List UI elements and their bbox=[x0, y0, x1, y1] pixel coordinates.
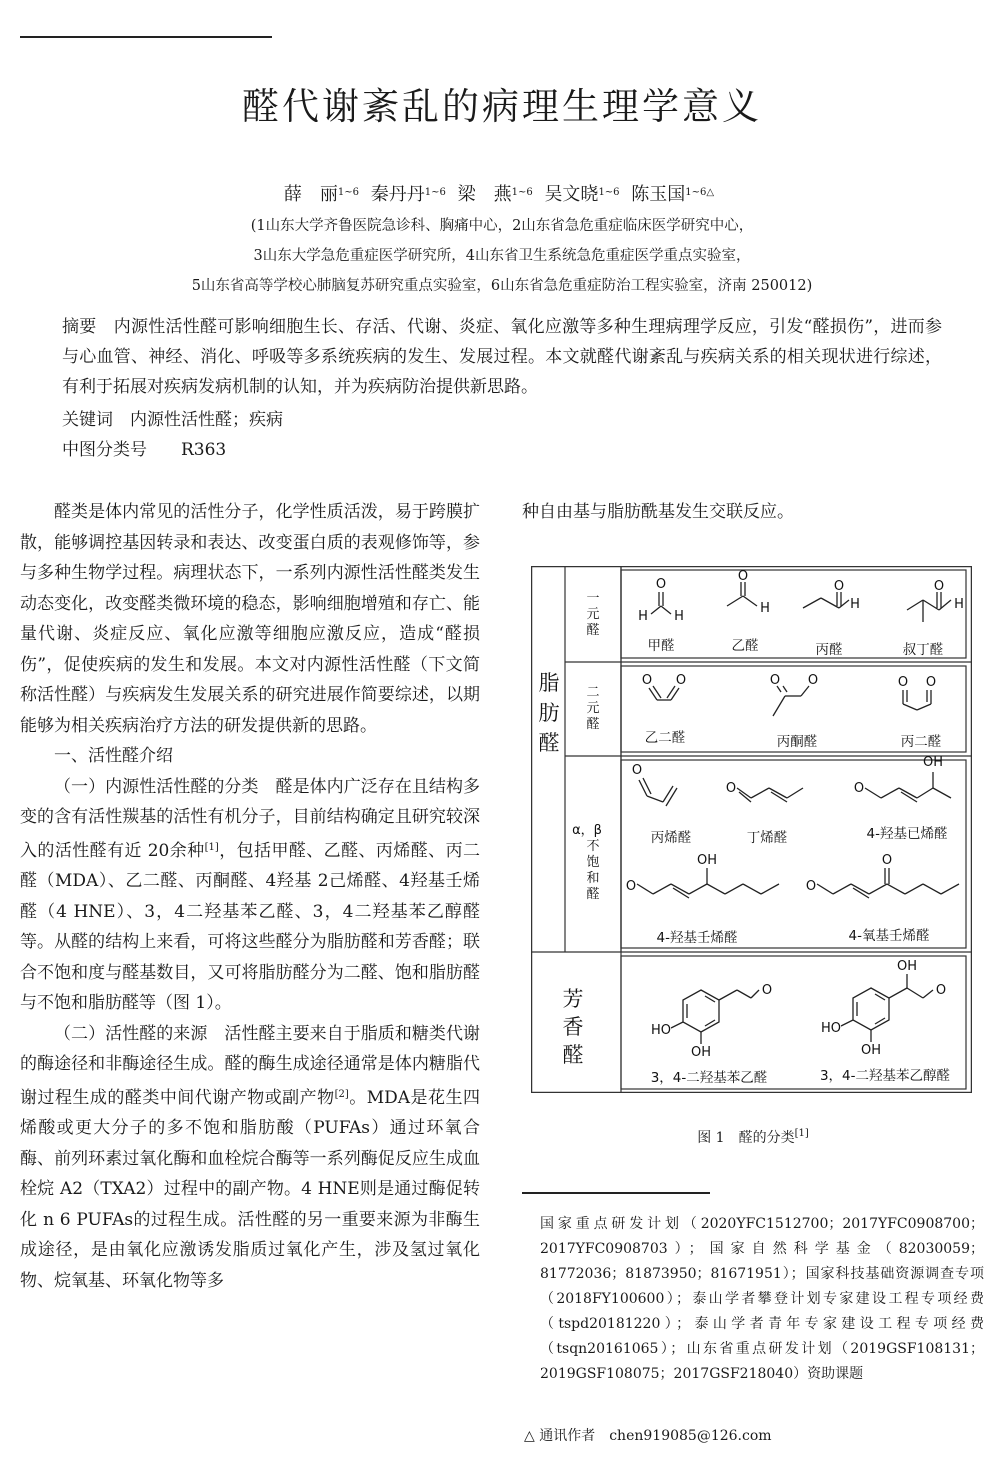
email-link[interactable]: chen919085@126.com bbox=[609, 1428, 772, 1444]
article-title: 醛代谢紊乱的病理生理学意义 bbox=[242, 85, 762, 128]
author: 陈玉国 bbox=[631, 184, 686, 205]
compound-label: 4-羟基壬烯醛 bbox=[656, 930, 738, 946]
paragraph: 种自由基与脂肪酰基发生交联反应。 bbox=[522, 502, 794, 522]
compound-label: 乙二醛 bbox=[644, 730, 686, 746]
funding-footnote: 国家重点研发计划（2020YFC1512700；2017YFC0908700；2017YFC0908703）；国家自然科学基金（82030059；81772036；81873950；81671951）；国家科技基础资源调查专项（2018FY100600）；泰山学者攀登计划专家建设工程专项经费（tspd20181220）；泰山学者青年专家建设工程专项经费（tsqn20161065）；山东省重点研发计划（2019GSF108131；2019GSF108075；2017GSF218040）资助课题 bbox=[540, 1216, 984, 1382]
affiliation-line: 3山东大学急危重症医学研究所，4山东省卫生系统急危重症医学重点实验室， bbox=[253, 248, 751, 264]
sub-label-unsat-3: 和 bbox=[586, 871, 600, 886]
keywords-text: 内源性活性醛；疾病 bbox=[130, 410, 283, 430]
sub-label-di-3: 醛 bbox=[586, 717, 600, 732]
affiliation-line: (1山东大学齐鲁医院急诊科、胸痛中心，2山东省急危重症临床医学研究中心， bbox=[250, 218, 754, 234]
compound-label: 3，4-二羟基苯乙醛 bbox=[650, 1070, 768, 1086]
compound-label: 丁烯醛 bbox=[746, 830, 788, 846]
svg-text:H: H bbox=[674, 609, 684, 624]
citation: [1] bbox=[204, 841, 219, 853]
sub-label-mono-3: 醛 bbox=[586, 623, 600, 638]
svg-text:OH: OH bbox=[696, 853, 718, 868]
abstract bbox=[62, 312, 942, 402]
svg-text:O: O bbox=[853, 781, 865, 796]
sub-label-unsat-prefix: α，β bbox=[572, 823, 602, 838]
svg-text:O: O bbox=[935, 983, 947, 998]
svg-text:O: O bbox=[655, 577, 667, 592]
author-list: 薛 丽$^{1\sim 6}$ 秦丹丹$^{1\sim 6}$ 梁 燕$^{1\sim 6}$ 吴文晓$^{1\sim 6}$ 陈玉国$^{1\sim 6\triangle}$ bbox=[283, 184, 715, 205]
sub-label-di-1: 二 bbox=[586, 685, 600, 700]
figure-caption: 图 1 醛的分类[1] bbox=[697, 1128, 809, 1146]
affiliation-line: 5山东省高等学校心肺脑复苏研究重点实验室，6山东省急危重症防治工程实验室，济南 250012) bbox=[191, 278, 813, 294]
left-column bbox=[20, 497, 480, 1296]
svg-text:O: O bbox=[805, 879, 817, 894]
svg-text:O: O bbox=[897, 675, 909, 690]
paragraph: （二）活性醛的来源 活性醛主要来自于脂质和糖类代谢的酶途径和非酶途径生成。醛的酶生成途径通常是体内糖脂代谢过程生成的醛类中间代谢产物或副产物[2]。MDA是花生四烯酸或更大分子的多不饱和脂肪酸（PUFAs）通过环氧合酶、前列环素过氧化酶和血栓烷合酶等一系列酶促反应生成血栓烷 A2（TXA2）过程中的副产物。4 HNE则是通过酶促转化 n 6 PUFAs的过程生成。活性醛的另一重要来源为非酶生成途径，是由氧化应激诱发脂质过氧化产生，涉及氢过氧化物、烷氧基、环氧化物等多 bbox=[20, 1023, 480, 1291]
svg-text:H: H bbox=[760, 601, 770, 616]
compound-label: 丙烯醛 bbox=[650, 830, 692, 846]
compound-label: 4-羟基已烯醛 bbox=[866, 826, 948, 842]
citation: [1] bbox=[794, 1128, 809, 1139]
svg-text:O: O bbox=[641, 673, 653, 688]
sub-label-unsat-2: 饱 bbox=[586, 855, 600, 870]
group-label-aliphatic-3: 醛 bbox=[538, 731, 560, 755]
svg-text:OH: OH bbox=[896, 959, 918, 974]
sub-label-di-2: 元 bbox=[586, 701, 600, 716]
citation: [2] bbox=[334, 1088, 349, 1100]
compound-label: 3，4-二羟基苯乙醇醛 bbox=[819, 1068, 951, 1084]
group-label-aromatic-1: 芳 bbox=[562, 987, 584, 1011]
classification-code: R363 bbox=[181, 440, 227, 460]
svg-text:O: O bbox=[833, 579, 845, 594]
compound-label: 丙二醛 bbox=[900, 734, 942, 750]
paragraph: 醛类是体内常见的活性分子，化学性质活泼，易于跨膜扩散，能够调控基因转录和表达、改变蛋白质的表观修饰等，参与多种生物学过程。病理状态下，一系列内源性活性醛类发生动态变化，改变醛类微环境的稳态，影响细胞增殖和存亡、能量代谢、炎症反应、氧化应激等细胞应激反应，造成“醛损伤”，促使疾病的发生和发展。本文对内源性活性醛（下文简称活性醛）与疾病发生发展关系的研究进展作简要综述，以期能够为相关疾病治疗方法的研发提供新的思路。 bbox=[20, 502, 480, 736]
author: 秦丹丹 bbox=[370, 184, 425, 205]
svg-text:HO: HO bbox=[820, 1021, 842, 1036]
author: 薛 丽 bbox=[283, 184, 338, 205]
svg-text:OH: OH bbox=[860, 1043, 882, 1058]
svg-text:O: O bbox=[881, 853, 893, 868]
sub-label-unsat-1: 不 bbox=[586, 839, 600, 854]
svg-text:OH: OH bbox=[922, 755, 944, 770]
abstract-text: 内源性活性醛可影响细胞生长、存活、代谢、炎症、氧化应激等多种生理病理学反应，引发“醛损伤”，进而参与心血管、神经、消化、呼吸等多系统疾病的发生、发展过程。本文就醛代谢紊乱与疾病关系的相关现状进行综述，有利于拓展对疾病发病机制的认知，并为疾病防治提供新思路。 bbox=[62, 317, 942, 397]
group-label-aliphatic-2: 肪 bbox=[538, 701, 560, 725]
group-label-aliphatic-1: 脂 bbox=[538, 671, 560, 695]
svg-text:O: O bbox=[625, 879, 637, 894]
sub-label-unsat-4: 醛 bbox=[586, 887, 600, 902]
footnote-rule bbox=[522, 1192, 710, 1194]
svg-text:O: O bbox=[631, 763, 643, 778]
header-rule bbox=[20, 36, 272, 38]
author: 吴文晓 bbox=[544, 184, 599, 205]
svg-text:O: O bbox=[725, 781, 737, 796]
group-label-aromatic-2: 香 bbox=[562, 1015, 584, 1039]
svg-text:O: O bbox=[675, 673, 687, 688]
svg-text:O: O bbox=[761, 983, 773, 998]
compound-label: 叔丁醛 bbox=[902, 642, 944, 658]
paragraph: （一）内源性活性醛的分类 醛是体内广泛存在且结构多变的含有活性羰基的活性有机分子，目前结构确定且研究较深入的活性醛有近 20余种[1]，包括甲醛、乙醛、丙烯醛、丙二醛（MDA）、乙二醛、丙酮醛、4羟基 2己烯醛、4羟基壬烯醛（4 HNE）、3，4二羟基苯乙醛、3，4二羟基苯乙醇醛等。从醛的结构上来看，可将这些醛分为脂肪醛和芳香醛；联合不饱和度与醛基数目，又可将脂肪醛分为二醛、饱和脂肪醛与不饱和脂肪醛等（图 1）。 bbox=[20, 776, 481, 1013]
author: 梁 燕 bbox=[457, 184, 512, 205]
group-label-aromatic-3: 醛 bbox=[562, 1043, 584, 1067]
svg-text:H: H bbox=[850, 597, 860, 612]
corresponding-author: △ 通讯作者 chen919085@126.com bbox=[524, 1428, 772, 1444]
keywords bbox=[62, 405, 283, 430]
svg-text:O: O bbox=[933, 579, 945, 594]
svg-text:O: O bbox=[925, 675, 937, 690]
sub-label-mono-2: 元 bbox=[586, 607, 600, 622]
svg-text:H: H bbox=[954, 597, 964, 612]
compound-label: 甲醛 bbox=[647, 638, 675, 654]
compound-label: 丙酮醛 bbox=[776, 734, 818, 750]
sub-label-mono-1: 一 bbox=[586, 591, 600, 606]
svg-text:O: O bbox=[737, 569, 749, 584]
right-column bbox=[522, 497, 984, 528]
section-heading: 一、活性醛介绍 bbox=[54, 746, 173, 766]
svg-text:O: O bbox=[807, 673, 819, 688]
figure-aldehyde-classification bbox=[531, 566, 972, 1093]
compound-label: 丙醛 bbox=[815, 642, 843, 658]
svg-text:OH: OH bbox=[690, 1045, 712, 1060]
svg-text:HO: HO bbox=[650, 1023, 672, 1038]
svg-text:O: O bbox=[769, 673, 781, 688]
svg-text:H: H bbox=[638, 609, 648, 624]
keywords-label: 关键词 bbox=[62, 410, 113, 430]
compound-label: 乙醛 bbox=[731, 638, 759, 654]
classification bbox=[62, 435, 226, 460]
classification-label: 中图分类号 bbox=[62, 440, 147, 460]
compound-label: 4-氧基壬烯醛 bbox=[848, 928, 930, 944]
abstract-label: 摘要 bbox=[62, 317, 97, 337]
